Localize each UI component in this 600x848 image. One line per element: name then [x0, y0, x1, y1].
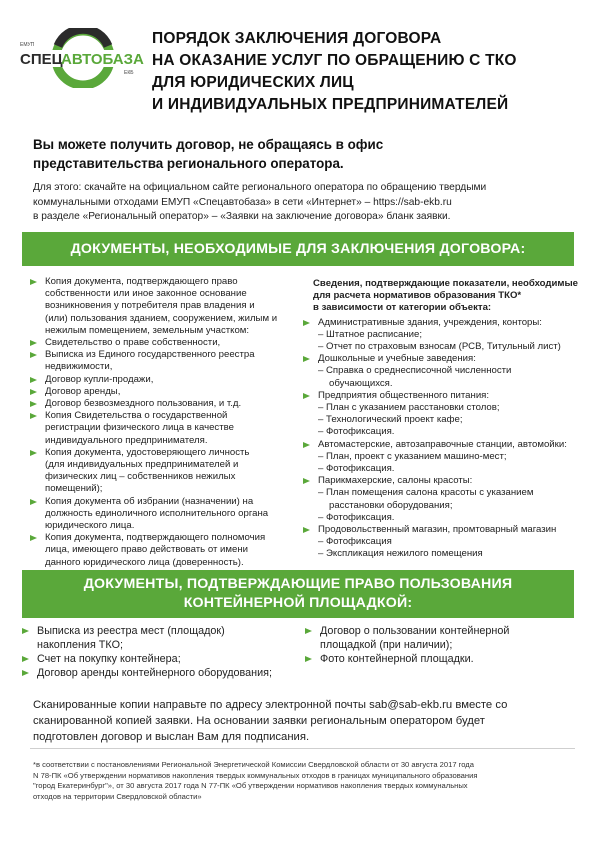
list-item [22, 624, 302, 652]
list-item [30, 374, 298, 386]
list-item [30, 337, 298, 349]
bullet-arrow-icon [30, 279, 37, 285]
list-item-line: Договор безвозмездного пользования, и т.д. [45, 398, 242, 410]
bullet-arrow-icon [303, 442, 310, 448]
bullet-arrow-icon [303, 478, 310, 484]
logo-brand-suffix: АВТОБАЗА [61, 51, 144, 68]
bullet-arrow-icon [22, 670, 29, 676]
list-item-line: помещений); [45, 483, 103, 495]
footnote-line: отходов на территории Свердловской области» [33, 791, 202, 801]
list-item-line: регистрации физического лица в качестве [45, 422, 234, 434]
category-item [303, 353, 583, 365]
category-sub-item: – Технологический проект кафе; [318, 414, 463, 426]
outro-line: сканированной копией заявки. На основании заявки региональным оператором будет [33, 715, 485, 727]
list-item-line: Предприятия общественного питания: [318, 389, 490, 401]
list-item-line: Договор аренды контейнерного оборудования; [37, 667, 273, 679]
bullet-arrow-icon [30, 413, 37, 419]
category-sub-item: – Фотофиксация. [318, 463, 395, 475]
category-sub-item: – Фотофиксация [318, 536, 392, 548]
list-item-line: Копия документа об избрании (назначении) на [45, 495, 254, 507]
heading-line: для расчета нормативов образования ТКО* [313, 290, 522, 302]
bullet-arrow-icon [30, 401, 37, 407]
list-item-line: Фото контейнерной площадки. [320, 653, 474, 665]
list-item-line: физических лиц – собственников нежилых [45, 471, 236, 483]
bullet-arrow-icon [30, 535, 37, 541]
norm-info-heading [303, 278, 583, 315]
list-item [22, 652, 302, 666]
footnote-line: "город Екатеринбург"», от 30 августа 2017 года N 77-ПК «Об утверждении нормативов накопления твердых коммунальных [33, 781, 468, 790]
list-item-line: данного юридического лица (доверенность). [45, 556, 244, 568]
list-item-line: Копия документа, подтверждающего полномочия [45, 532, 266, 544]
title-line: НА ОКАЗАНИЕ УСЛУГ ПО ОБРАЩЕНИЮ С ТКО [152, 52, 517, 69]
list-item-line: Свидетельство о праве собственности, [45, 337, 221, 349]
list-item-line: (или) пользования зданием, сооружением, жилым и [45, 312, 278, 324]
logo-top-small: ЕМУП [20, 42, 35, 48]
category-sub-item: – Штатное расписание; [318, 328, 423, 340]
logo-mark-icon [18, 28, 148, 88]
category-sub-item: – Фотофиксация. [318, 426, 395, 438]
footnote-line: N 78-ПК «Об утверждении нормативов накопления твердых коммунальных отходов в границах муниципального образования [33, 770, 478, 780]
bullet-arrow-icon [30, 340, 37, 346]
list-item-line: площадкой (при наличии); [320, 639, 453, 651]
bullet-arrow-icon [303, 527, 310, 533]
footnote-divider [30, 748, 575, 749]
section-banner-container-site-documents [22, 570, 574, 618]
bullet-arrow-icon [30, 499, 37, 505]
heading-line: Сведения, подтверждающие показатели, необходимые [313, 278, 579, 289]
list-item-line: Парикмахерские, салоны красоты: [318, 475, 473, 487]
bullet-arrow-icon [303, 320, 310, 326]
list-item-line: нежилым помещением, земельным участком: [45, 324, 250, 336]
list-item-line: (для индивидуальных предпринимателей и [45, 459, 239, 471]
list-item [305, 652, 575, 666]
bullet-arrow-icon [303, 393, 310, 399]
list-item-line: Счет на покупку контейнера; [37, 653, 181, 665]
list-item-line: недвижимости, [45, 361, 113, 373]
category-sub-item: – Экспликация нежилого помещения [318, 548, 483, 560]
list-item [30, 398, 298, 410]
bullet-arrow-icon [30, 352, 37, 358]
list-item-line: возникновения у потребителя прав владения и [45, 300, 255, 312]
intro-body-line: коммунальными отходами ЕМУП «Спецавтобаза» в сети «Интернет» – https://sab-ekb.ru [33, 196, 452, 208]
page-title [152, 28, 592, 116]
list-item-line: Договор о пользовании контейнерной [320, 625, 510, 637]
list-item-line: Продовольственный магазин, промтоварный магазин [318, 524, 557, 536]
title-line: ДЛЯ ЮРИДИЧЕСКИХ ЛИЦ [152, 74, 354, 91]
category-sub-item: – Справка о среднесписочной численности [318, 365, 512, 377]
logo-bottom-small: ЕКБ [124, 70, 134, 76]
intro-body-line: в разделе «Региональный оператор» – «Заявки на заключение договора» бланк заявки. [33, 211, 451, 222]
bullet-arrow-icon [305, 656, 312, 662]
list-item-line: юридического лица. [45, 520, 135, 532]
intro-body [33, 181, 578, 225]
list-item [30, 496, 298, 533]
intro-lead [33, 135, 573, 173]
list-item-line: Выписка из реестра мест (площадок) [37, 625, 225, 637]
required-documents-list [30, 276, 298, 569]
title-line: И ИНДИВИДУАЛЬНЫХ ПРЕДПРИНИМАТЕЛЕЙ [152, 96, 509, 113]
list-item [305, 624, 575, 652]
list-item [30, 349, 298, 373]
list-item-line: Выписка из Единого государственного реестра [45, 349, 255, 361]
category-sub-item: расстановки оборудования; [329, 499, 453, 511]
outro-line: подготовлен договор и выслан Вам для подписания. [33, 731, 310, 743]
category-item [303, 439, 583, 451]
list-item-line: Копия документа, подтверждающего право [45, 276, 238, 287]
bullet-arrow-icon [305, 628, 312, 634]
bullet-arrow-icon [22, 656, 29, 662]
logo-brand-prefix: СПЕЦ [20, 51, 63, 68]
norm-calculation-info [303, 278, 583, 561]
spetsavtobaza-logo [18, 28, 148, 88]
list-item-line: Договор купли-продажи, [45, 373, 154, 385]
category-item [303, 475, 583, 487]
bullet-arrow-icon [303, 356, 310, 362]
intro-lead-line: представительства регионального оператора. [33, 156, 344, 171]
list-item-line: Административные здания, учреждения, конторы: [318, 316, 542, 328]
heading-line: в зависимости от категории объекта: [313, 302, 492, 314]
bullet-arrow-icon [22, 628, 29, 634]
list-item-line: Копия документа, удостоверяющего личность [45, 446, 250, 458]
category-item [303, 317, 583, 329]
list-item-line: собственности или иное законное основание [45, 288, 247, 300]
category-sub-item: – План, проект с указанием машино-мест; [318, 450, 507, 462]
title-line: ПОРЯДОК ЗАКЛЮЧЕНИЯ ДОГОВОРА [152, 30, 442, 47]
category-item [303, 390, 583, 402]
list-item [30, 532, 298, 569]
outro-line: Сканированные копии направьте по адресу электронной почты sab@sab-ekb.ru вместе со [33, 699, 508, 711]
bullet-arrow-icon [30, 377, 37, 383]
submission-instructions [33, 697, 573, 745]
list-item [22, 666, 302, 680]
footnote [33, 760, 578, 802]
list-item [30, 276, 298, 337]
category-sub-item: – Фотофиксация. [318, 511, 395, 523]
category-sub-item: – План помещения салона красоты с указанием [318, 487, 534, 499]
section-banner-required-documents: ДОКУМЕНТЫ, НЕОБХОДИМЫЕ ДЛЯ ЗАКЛЮЧЕНИЯ ДОГОВОРА: [22, 232, 574, 266]
list-item-line: Дошкольные и учебные заведения: [318, 353, 476, 365]
container-documents-list-right [305, 624, 575, 666]
bullet-arrow-icon [30, 450, 37, 456]
intro-lead-line: Вы можете получить договор, не обращаясь в офис [33, 137, 384, 152]
list-item-line: индивидуального предпринимателя. [45, 434, 208, 446]
category-item [303, 524, 583, 536]
list-item-line: Автомастерские, автозаправочные станции, автомойки: [318, 438, 567, 450]
list-item-line: должность единоличного исполнительного органа [45, 507, 269, 519]
category-sub-item: обучающихся. [329, 377, 393, 389]
banner-line: ДОКУМЕНТЫ, ПОДТВЕРЖДАЮЩИЕ ПРАВО ПОЛЬЗОВАНИЯ [83, 576, 513, 592]
list-item-line: Договор аренды, [45, 385, 121, 397]
container-documents-list-left [22, 624, 302, 680]
category-sub-item: – План с указанием расстановки столов; [318, 402, 500, 414]
list-item-line: лица, имеющего право действовать от имени [45, 544, 248, 556]
intro-body-line: Для этого: скачайте на официальном сайте регионального оператора по обращению твердыми [33, 182, 487, 193]
list-item-line: накопления ТКО; [37, 639, 123, 651]
list-item [30, 410, 298, 447]
list-item [30, 386, 298, 398]
bullet-arrow-icon [30, 389, 37, 395]
category-sub-item: – Отчет по страховым взносам (РСВ, Титульный лист) [318, 341, 561, 353]
footnote-line: *в соответствии с постановлениями Региональной Энергетической Комиссии Свердловской области от 30 августа 2017 года [33, 760, 474, 769]
banner-line: КОНТЕЙНЕРНОЙ ПЛОЩАДКОЙ: [183, 595, 413, 611]
list-item-line: Копия Свидетельства о государственной [45, 410, 228, 422]
list-item [30, 447, 298, 496]
